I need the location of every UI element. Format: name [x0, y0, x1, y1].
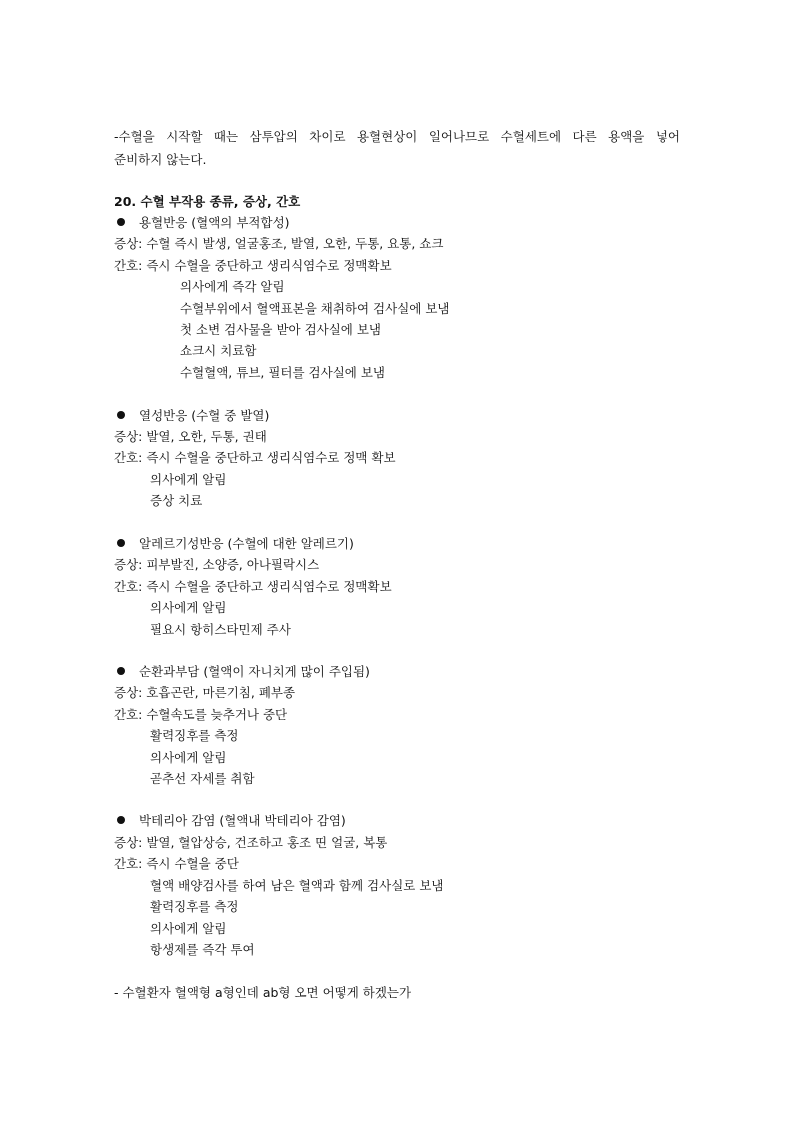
- section-5-care-item: 항생제를 즉각 투여: [150, 942, 255, 957]
- section-4-title-text: 순환과부담 (혈액이 자니치게 많이 주입됨): [139, 664, 370, 679]
- question-line: - 수혈환자 혈액형 a형인데 ab형 오면 어떻게 하겠는가: [114, 985, 412, 1000]
- section-1-care-item: 의사에게 즉각 알림: [180, 279, 285, 294]
- section-2-care-item: 의사에게 알림: [150, 472, 227, 487]
- bullet-icon: [117, 667, 125, 675]
- section-4-care-item: 곧추선 자세를 취함: [150, 771, 255, 786]
- section-4-symptoms: 증상: 호흡곤란, 마른기침, 폐부종: [114, 685, 296, 700]
- section-5-title-text: 박테리아 감염 (혈액내 박테리아 감염): [139, 813, 346, 828]
- bullet-icon: [117, 218, 125, 226]
- section-2-care-item: 증상 치료: [150, 493, 203, 508]
- section-1-care-item: 수혈혈액, 튜브, 필터를 검사실에 보냄: [180, 365, 385, 380]
- section-3-care-item: 필요시 항히스타민제 주사: [150, 622, 291, 637]
- section-5-title: [114, 812, 346, 830]
- section-4-care-item: 활력징후를 측정: [150, 728, 239, 743]
- section-3-title-text: 알레르기성반응 (수혈에 대한 알레르기): [139, 536, 354, 551]
- section-2-symptoms: 증상: 발열, 오한, 두통, 권태: [114, 429, 267, 444]
- section-1-title: [114, 214, 290, 232]
- section-3-care-item: 의사에게 알림: [150, 600, 227, 615]
- section-1-care: 간호: 즉시 수혈을 중단하고 생리식염수로 정맥확보: [114, 258, 392, 273]
- section-2-title: [114, 407, 269, 425]
- bullet-icon: [117, 816, 125, 824]
- section-5-care-item: 혈액 배양검사를 하여 남은 혈액과 함께 검사실로 보냄: [150, 878, 444, 893]
- section-4-care-item: 의사에게 알림: [150, 750, 227, 765]
- section-5-symptoms: 증상: 발열, 혈압상승, 건조하고 홍조 띤 얼굴, 복통: [114, 835, 388, 850]
- section-1-title-text: 용혈반응 (혈액의 부적합성): [139, 215, 290, 230]
- bullet-icon: [117, 539, 125, 547]
- intro-line-1: -수혈을 시작할 때는 삼투압의 차이로 용혈현상이 일어나므로 수혈세트에 다른 용액을 넣어: [114, 129, 680, 144]
- bullet-icon: [117, 411, 125, 419]
- section-1-care-item: 첫 소변 검사물을 받아 검사실에 보냄: [180, 322, 381, 337]
- section-3-care: 간호: 즉시 수혈을 중단하고 생리식염수로 정맥확보: [114, 579, 392, 594]
- section-1-care-item: 쇼크시 치료함: [180, 343, 257, 358]
- section-2-care: 간호: 즉시 수혈을 중단하고 생리식염수로 정맥 확보: [114, 450, 396, 465]
- section-5-care-item: 의사에게 알림: [150, 921, 227, 936]
- section-3-title: [114, 535, 354, 553]
- section-1-symptoms: 증상: 수혈 즉시 발생, 얼굴홍조, 발열, 오한, 두통, 요통, 쇼크: [114, 236, 444, 251]
- section-4-care: 간호: 수혈속도를 늦추거나 중단: [114, 707, 288, 722]
- section-2-title-text: 열성반응 (수혈 중 발열): [139, 408, 270, 423]
- intro-line-2: 준비하지 않는다.: [114, 152, 207, 167]
- section-heading: 20. 수혈 부작용 종류, 증상, 간호: [114, 194, 301, 209]
- section-5-care: 간호: 즉시 수혈을 중단: [114, 856, 239, 871]
- section-4-title: [114, 663, 370, 681]
- section-1-care-item: 수혈부위에서 혈액표본을 채취하여 검사실에 보냄: [180, 301, 450, 316]
- section-3-symptoms: 증상: 피부발진, 소양증, 아나필락시스: [114, 557, 320, 572]
- section-5-care-item: 활력징후를 측정: [150, 899, 239, 914]
